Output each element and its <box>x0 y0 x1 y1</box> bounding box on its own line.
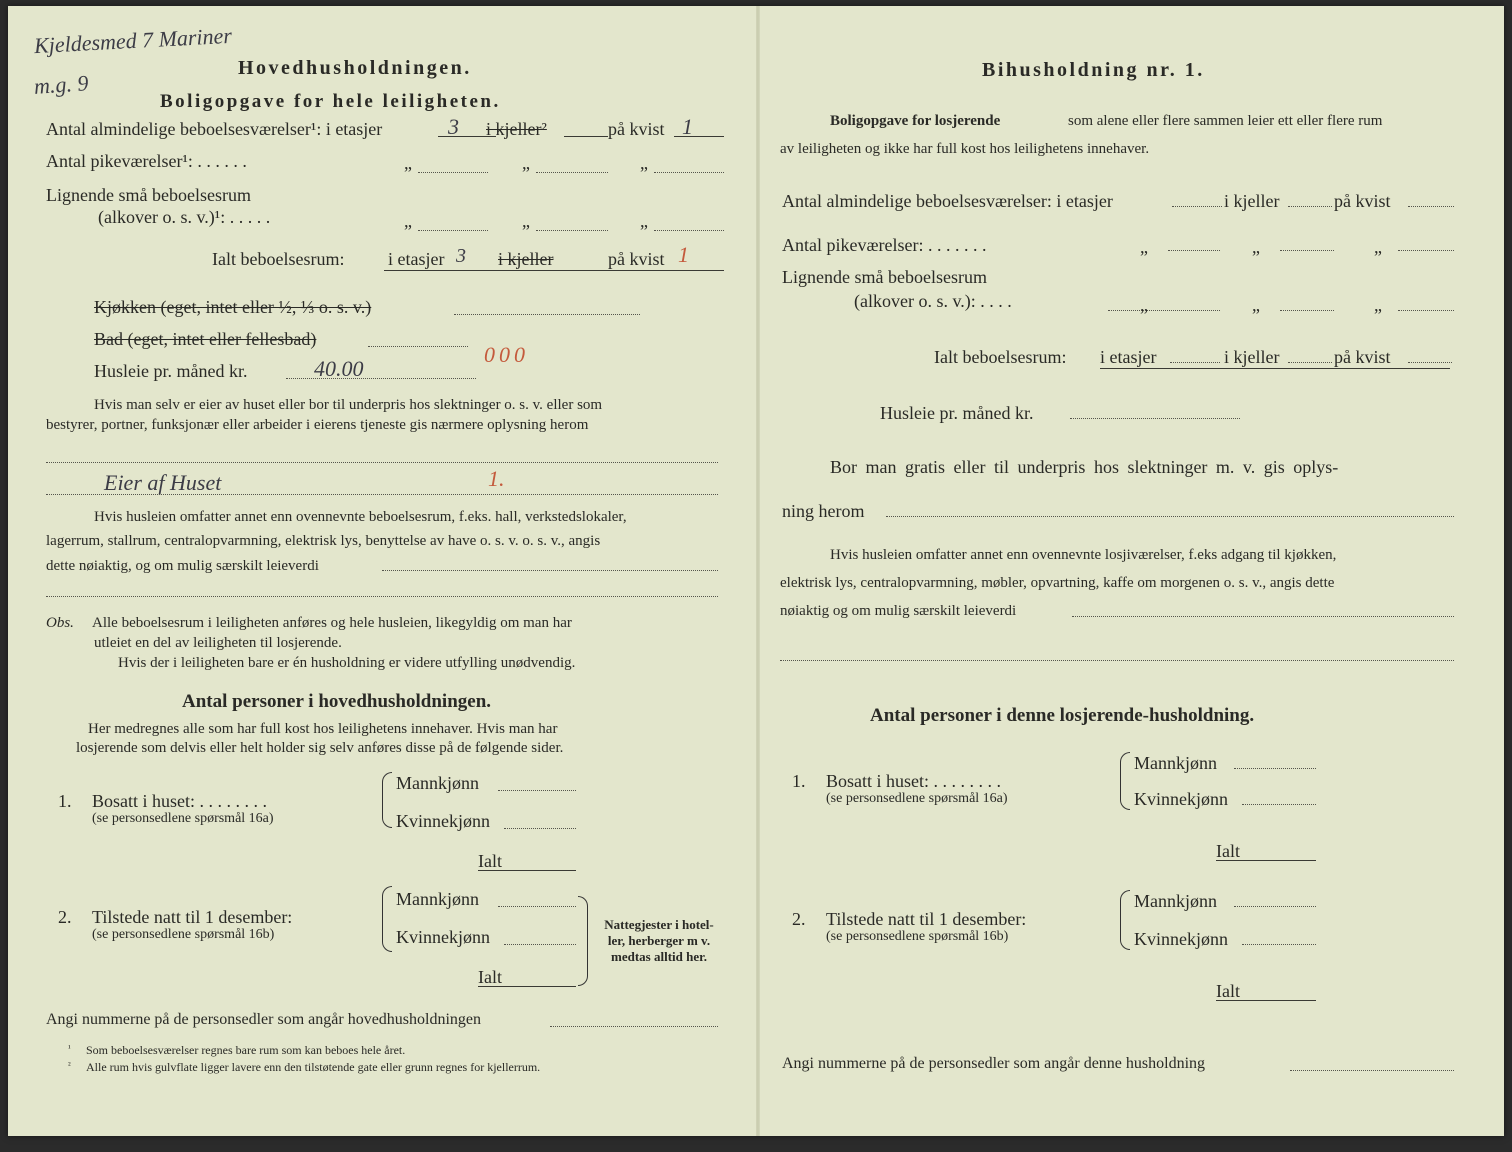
q2-label-right: Tilstede natt til 1 desember: <box>826 909 1027 929</box>
eier-mark: 1. <box>488 466 505 491</box>
q1-label-right: Bosatt i huset: . . . . . . . . <box>826 771 1001 791</box>
ditto-mark: „ <box>1374 237 1382 257</box>
q1-mann-left: Mannkjønn <box>396 773 479 793</box>
q1-ialt-left: Ialt <box>478 851 502 871</box>
row1-kvist-right: på kvist <box>1334 191 1391 211</box>
ditto-mark: „ <box>404 153 412 173</box>
ditto-mark: „ <box>1252 295 1260 315</box>
husleie-mark: 000 <box>484 342 529 367</box>
q2-mann-left: Mannkjønn <box>396 889 479 909</box>
page-fold <box>756 6 760 1136</box>
q1-mann-right: Mannkjønn <box>1134 753 1217 773</box>
persons-title-left: Antal personer i hovedhusholdningen. <box>182 691 492 712</box>
ialt-kjeller-right: i kjeller <box>1224 347 1280 367</box>
q2-sub-left: (se personsedlene spørsmål 16b) <box>92 927 275 942</box>
obs-label: Obs. <box>46 615 74 631</box>
q2-ialt-right: Ialt <box>1216 981 1240 1001</box>
ialt-label-right: Ialt beboelsesrum: <box>934 347 1067 367</box>
ditto-mark: „ <box>1252 237 1260 257</box>
q2-brace-left <box>382 886 392 952</box>
census-form-sheet <box>8 6 1504 1136</box>
husleie-label-left: Husleie pr. måned kr. <box>94 361 248 381</box>
persons-title-right: Antal personer i denne losjerende-husholdning. <box>870 705 1255 726</box>
kjokken-label: Kjøkken (eget, intet eller ½, ⅓ o. s. v.) <box>94 297 372 317</box>
hvis1-line2: bestyrer, portner, funksjonær eller arbeider i eierens tjeneste gis nærmere oplysning herom <box>46 417 589 433</box>
intro-bold-right: Boligopgave for losjerende <box>830 113 1001 129</box>
row1-label-right: Antal almindelige beboelsesværelser: i etasjer <box>782 191 1113 211</box>
footnote2: Alle rum hvis gulvflate ligger lavere enn den tilstøtende gate eller grunn regnes for kjellerrum. <box>86 1060 541 1074</box>
hvis2-line2: lagerrum, stallrum, centralopvarmning, elektrisk lys, benyttelse av have o. s. v. o. s. v., angis <box>46 533 601 549</box>
q2-ialt-left: Ialt <box>478 967 502 987</box>
ditto-mark: „ <box>1374 295 1382 315</box>
angi-left: Angi nummerne på de personsedler som angår hovedhusholdningen <box>46 1011 482 1028</box>
hvis1-line1: Hvis man selv er eier av huset eller bor til underpris hos slektninger o. s. v. eller som <box>94 397 603 413</box>
margin-note-line2: m.g. 9 <box>33 70 90 99</box>
q1-brace-right <box>1120 752 1130 810</box>
page-title-right: Bihusholdning nr. 1. <box>982 59 1205 81</box>
q1-sub-left: (se personsedlene spørsmål 16a) <box>92 811 274 826</box>
ialt-etasjer-value[interactable]: 3 <box>456 245 466 267</box>
q2-brace-right <box>1120 890 1130 950</box>
q2-num-right: 2. <box>792 909 806 929</box>
ialt-label-left: Ialt beboelsesrum: <box>212 249 345 269</box>
ialt-kvist-right: på kvist <box>1334 347 1391 367</box>
nattegjester-line2: ler, herberger m v. <box>607 933 711 948</box>
obs-line1: Alle beboelsesrum i leiligheten anføres og hele husleien, likegyldig om man har <box>92 615 572 631</box>
footnote1: Som beboelsesværelser regnes bare rum som kan beboes hele året. <box>86 1043 406 1057</box>
row1-label: Antal almindelige beboelsesværelser¹: i etasjer <box>46 119 383 139</box>
persons-line2: losjerende som delvis eller helt holder sig selv anføres disse på de følgende sider. <box>76 740 564 756</box>
q2-kvinne-right: Kvinnekjønn <box>1134 929 1228 949</box>
q1-brace-left <box>382 772 392 828</box>
row1-kvist-label: på kvist <box>608 119 665 139</box>
nattegjester-brace <box>578 896 588 986</box>
q2-num-left: 2. <box>58 907 72 927</box>
nattegjester-line3: medtas alltid her. <box>611 949 707 964</box>
row2-label-right: Antal pikeværelser: . . . . . . . <box>782 235 987 255</box>
ialt-kvist-value[interactable]: 1 <box>678 242 689 267</box>
intro-line2-right: av leiligheten og ikke har full kost hos leilighetens innehaver. <box>780 141 1150 157</box>
ialt-etasjer-label: i etasjer <box>388 249 445 269</box>
row1-kjeller-label: i kjeller² <box>486 119 547 139</box>
ditto-mark: „ <box>522 211 530 231</box>
hvis-line2-right: elektrisk lys, centralopvarmning, møbler, opvartning, kaffe om morgenen o. s. v., angis dette <box>780 575 1335 591</box>
angi-right: Angi nummerne på de personsedler som angår denne husholdning <box>782 1055 1206 1072</box>
ditto-mark: „ <box>640 211 648 231</box>
ditto-mark: „ <box>1140 295 1148 315</box>
q1-sub-right: (se personsedlene spørsmål 16a) <box>826 791 1008 806</box>
row3-label2: (alkover o. s. v.)¹: . . . . . <box>98 207 271 227</box>
ditto-mark: „ <box>404 211 412 231</box>
q1-ialt-right: Ialt <box>1216 841 1240 861</box>
row3-label-right: Lignende små beboelsesrum <box>782 267 987 287</box>
q1-num-left: 1. <box>58 791 72 811</box>
hvis-line3-right: nøiaktig og om mulig særskilt leieverdi <box>780 603 1017 619</box>
q2-kvinne-left: Kvinnekjønn <box>396 927 490 947</box>
row3-label: Lignende små beboelsesrum <box>46 185 251 205</box>
row2-label: Antal pikeværelser¹: . . . . . . <box>46 151 247 171</box>
hvis2-line3: dette nøiaktig, og om mulig særskilt leieverdi <box>46 558 319 574</box>
ditto-mark: „ <box>640 153 648 173</box>
q1-kvinne-left: Kvinnekjønn <box>396 811 490 831</box>
obs-line3: Hvis der i leiligheten bare er én husholdning er videre utfylling unødvendig. <box>118 655 576 671</box>
page-subtitle-left: Boligopgave for hele leiligheten. <box>160 91 501 112</box>
q2-mann-right: Mannkjønn <box>1134 891 1217 911</box>
hvis-line1-right: Hvis husleien omfatter annet enn ovennevnte losjiværelser, f.eks adgang til kjøkken, <box>830 547 1337 563</box>
bor-line1: Bor man gratis eller til underpris hos slektninger m. v. gis oplys- <box>830 457 1339 477</box>
q2-label-left: Tilstede natt til 1 desember: <box>92 907 293 927</box>
intro-line1-right: som alene eller flere sammen leier ett eller flere rum <box>1068 113 1383 129</box>
husleie-label-right: Husleie pr. måned kr. <box>880 403 1034 423</box>
ialt-etasjer-right: i etasjer <box>1100 347 1157 367</box>
row1-etasjer-value[interactable]: 3 <box>448 114 459 139</box>
row3-label2-right: (alkover o. s. v.): . . . . <box>854 291 1012 311</box>
husleie-value-left[interactable]: 40.00 <box>314 356 364 381</box>
nattegjester-line1: Nattegjester i hotel- <box>604 917 714 932</box>
ditto-mark: „ <box>522 153 530 173</box>
persons-line1: Her medregnes alle som har full kost hos leilighetens innehaver. Hvis man har <box>88 721 558 737</box>
ialt-kjeller-label: i kjeller <box>498 249 554 269</box>
obs-line2: utleiet en del av leiligheten til losjerende. <box>94 635 342 651</box>
row1-kvist-value[interactable]: 1 <box>682 114 693 139</box>
ialt-kvist-label: på kvist <box>608 249 665 269</box>
q2-sub-right: (se personsedlene spørsmål 16b) <box>826 929 1009 944</box>
eier-value[interactable]: Eier af Huset <box>104 470 222 495</box>
ditto-mark: „ <box>1140 237 1148 257</box>
q1-kvinne-right: Kvinnekjønn <box>1134 789 1228 809</box>
margin-note-line1: Kjeldesmed 7 Mariner <box>33 22 233 59</box>
hvis2-line1: Hvis husleien omfatter annet enn ovennevnte beboelsesrum, f.eks. hall, verkstedslokaler, <box>94 509 627 525</box>
q1-num-right: 1. <box>792 771 806 791</box>
footnote1-number: ¹ <box>68 1043 71 1053</box>
q1-label-left: Bosatt i huset: . . . . . . . . <box>92 791 267 811</box>
bad-label: Bad (eget, intet eller fellesbad) <box>94 329 317 349</box>
page-title-left: Hovedhusholdningen. <box>238 57 472 79</box>
footnote2-number: ² <box>68 1060 71 1070</box>
row1-kjeller-right: i kjeller <box>1224 191 1280 211</box>
bor-line2: ning herom <box>782 501 865 521</box>
